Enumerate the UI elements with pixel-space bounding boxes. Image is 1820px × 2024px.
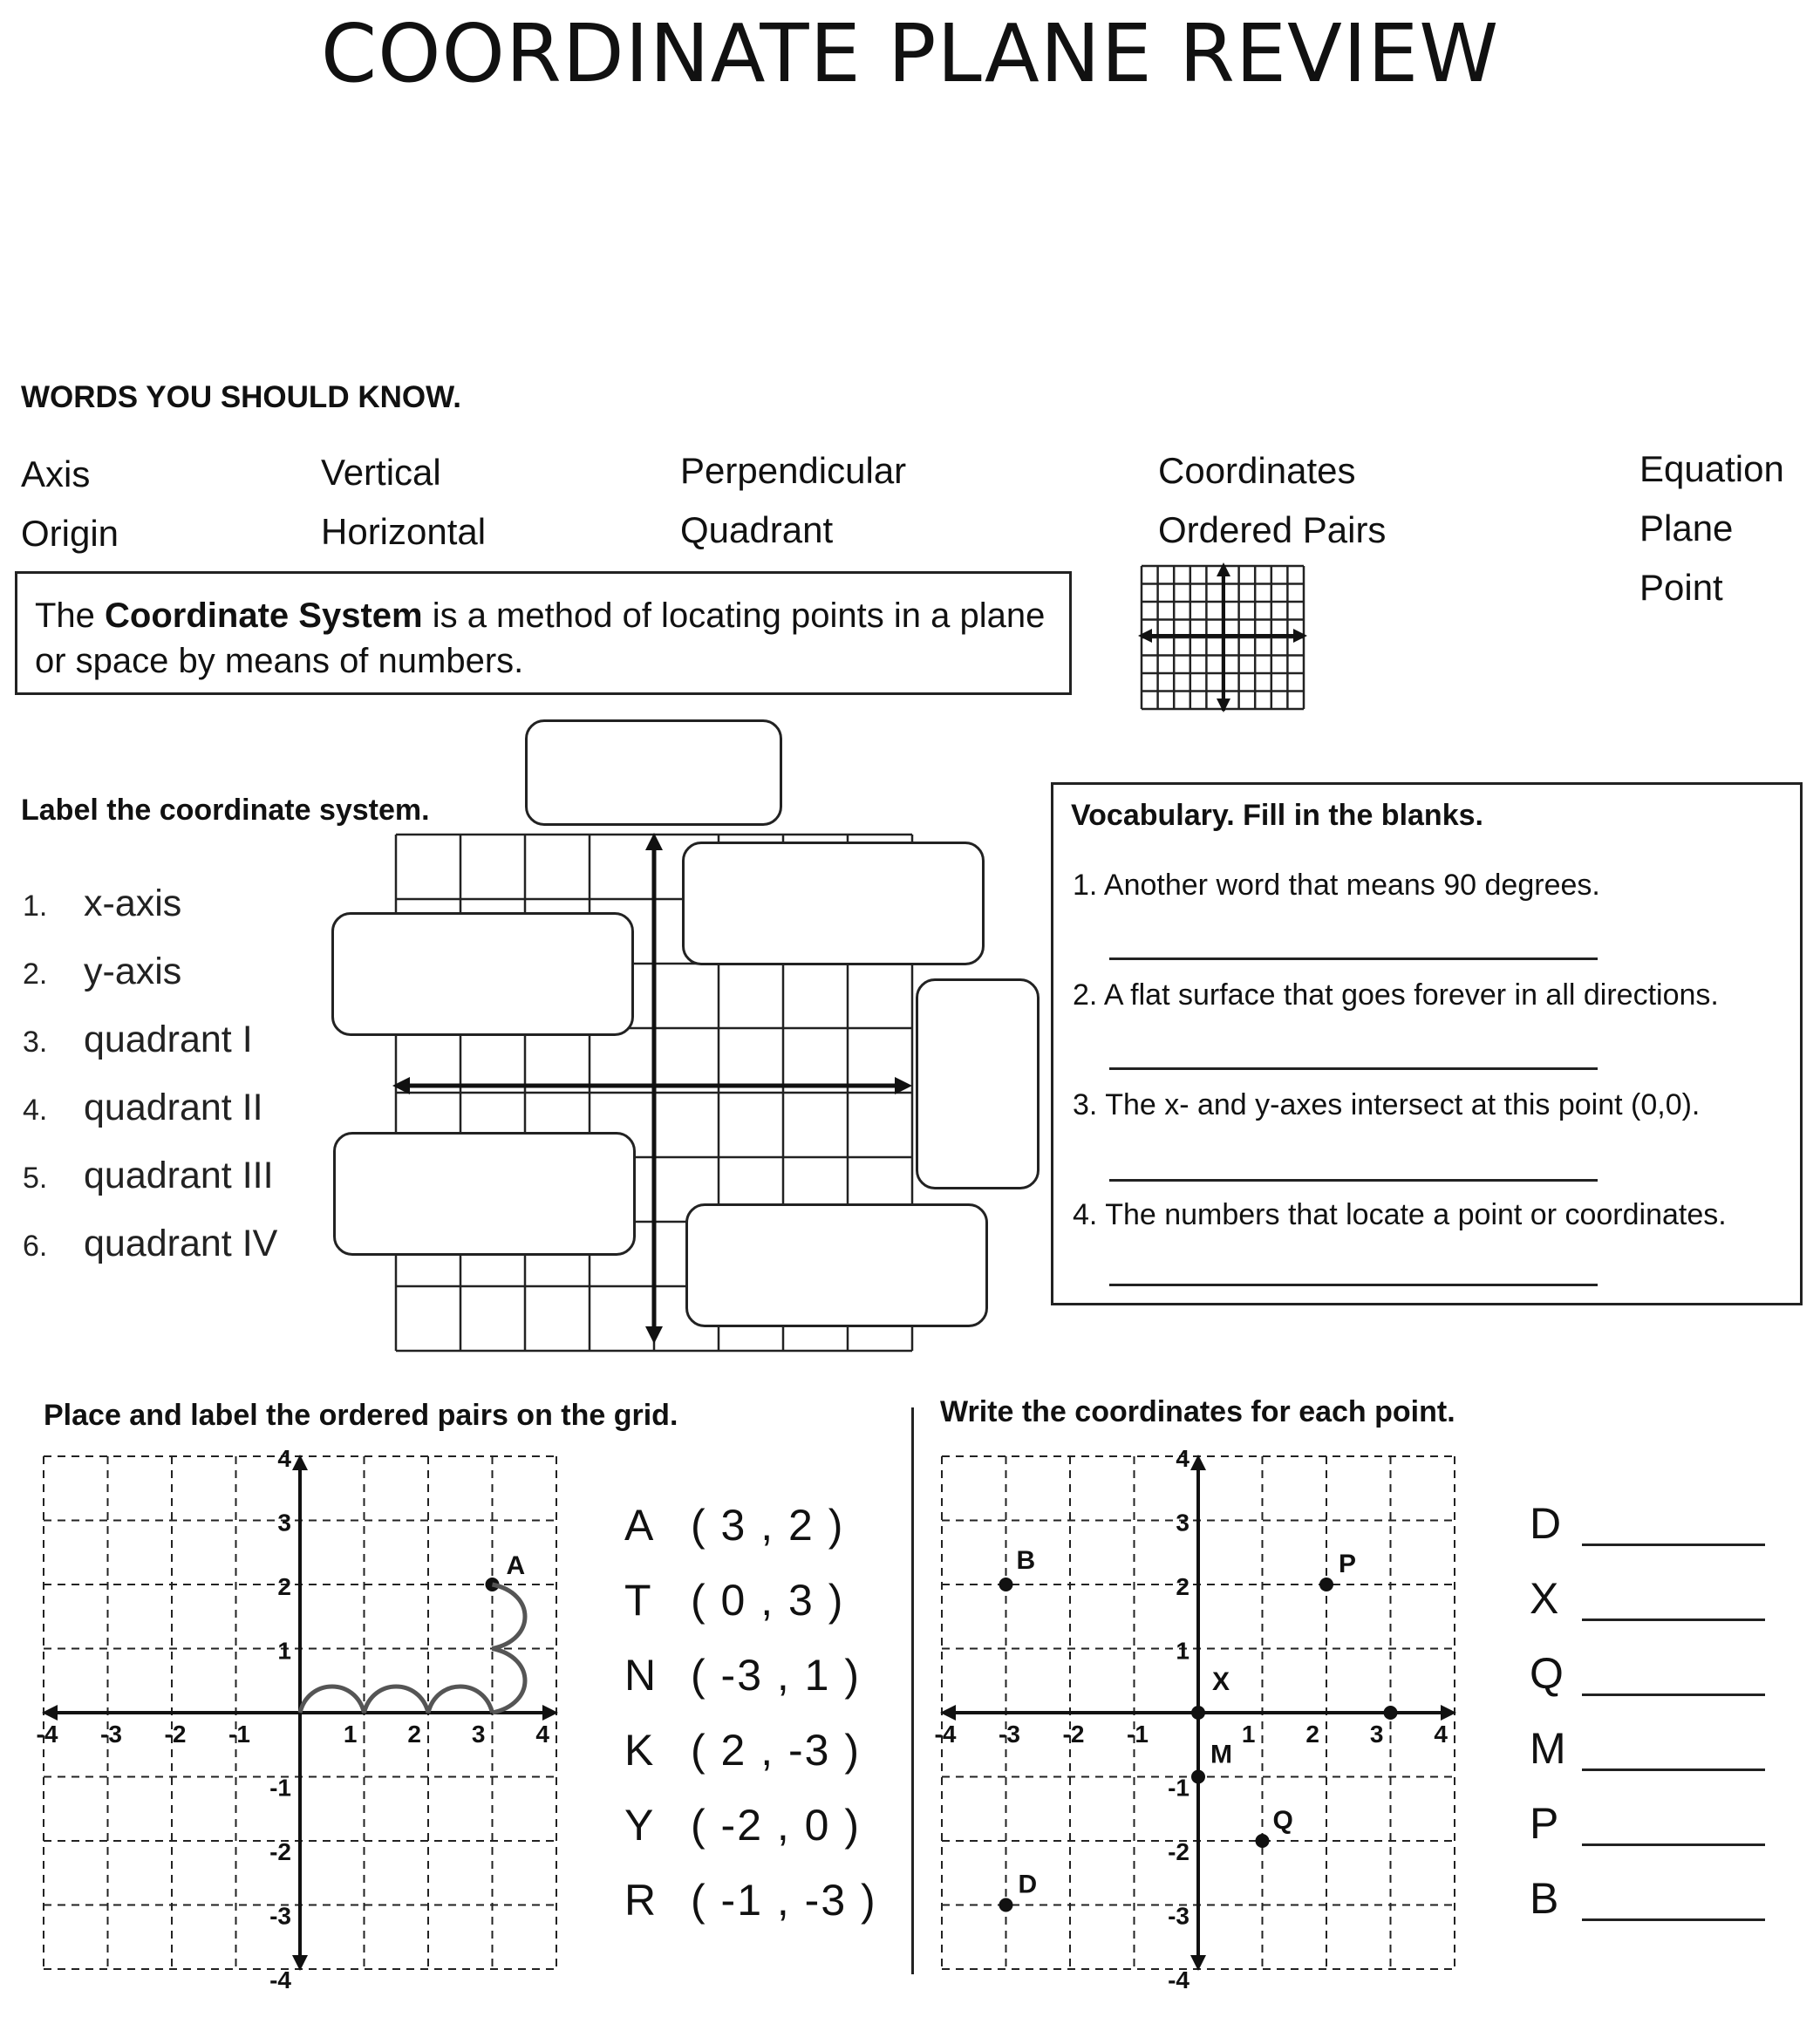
pair-row (624, 1575, 844, 1625)
y-tick-label: 4 (277, 1445, 291, 1472)
word-perpendicular: Perpendicular (680, 450, 907, 491)
point-marker (999, 1578, 1013, 1591)
y-tick-label: -4 (269, 1966, 291, 1993)
x-tick-label: -2 (164, 1721, 187, 1748)
x-tick-label: -4 (934, 1721, 957, 1748)
vocab-blank-4[interactable] (1109, 1284, 1598, 1286)
answer-label: B (1530, 1874, 1559, 1923)
point-label: M (1210, 1740, 1232, 1769)
x-tick-label: -3 (100, 1721, 122, 1748)
answer-row (1530, 1798, 1558, 1849)
x-tick-label: 3 (1369, 1721, 1384, 1748)
write-grid-chart (916, 1439, 1474, 1993)
point-marker (999, 1898, 1013, 1912)
x-tick-label: 4 (1434, 1721, 1448, 1748)
drawn-step-arcs (300, 1687, 493, 1713)
vocab-blank-2[interactable] (1109, 1067, 1598, 1070)
pair-row (624, 1875, 877, 1925)
label-num: 1. (23, 889, 48, 923)
place-heading: Place and label the ordered pairs on the grid. (44, 1399, 678, 1432)
word-equation: Equation (1639, 448, 1784, 489)
x-axis-arrow-right (542, 1705, 558, 1721)
word-origin: Origin (21, 513, 119, 554)
y-tick-label: -3 (269, 1902, 291, 1930)
vocab-question-2: 2. A flat surface that goes forever in all directions. (1073, 978, 1719, 1012)
y-tick-label: -4 (1168, 1966, 1189, 1993)
label-box-quadrant-iv[interactable] (685, 1203, 988, 1327)
label-box-top[interactable] (525, 719, 782, 826)
answer-blank[interactable] (1582, 1918, 1765, 1921)
pair-label: K (624, 1726, 656, 1775)
y-tick-label: 3 (277, 1509, 291, 1537)
label-num: 4. (23, 1094, 48, 1127)
x-tick-label: -3 (999, 1721, 1020, 1748)
pair-coords: ( -3 , 1 ) (691, 1651, 862, 1700)
answer-row (1530, 1873, 1558, 1924)
x-tick-label: -1 (1127, 1721, 1149, 1748)
label-box-quadrant-iii[interactable] (333, 1132, 636, 1256)
label-item-2 (23, 951, 181, 993)
words-heading: WORDS YOU SHOULD KNOW. (21, 380, 461, 414)
pair-row (624, 1800, 861, 1850)
pair-coords: ( -2 , 0 ) (691, 1801, 862, 1850)
y-tick-label: -2 (1168, 1838, 1189, 1865)
definition-term: Coordinate System (105, 596, 423, 635)
point-marker (1384, 1706, 1398, 1720)
pair-row (624, 1500, 844, 1550)
point-label: B (1016, 1546, 1036, 1575)
point-marker (1256, 1834, 1270, 1848)
pair-label: R (624, 1876, 658, 1925)
point-label: Q (1272, 1806, 1293, 1835)
answer-blank[interactable] (1582, 1619, 1765, 1621)
write-heading: Write the coordinates for each point. (940, 1395, 1455, 1428)
y-tick-label: -3 (1168, 1902, 1189, 1930)
label-text: quadrant I (84, 1019, 253, 1060)
y-tick-label: 2 (277, 1573, 291, 1600)
vocabulary-box (1051, 782, 1803, 1305)
label-text: quadrant IV (84, 1223, 278, 1264)
label-item-6 (23, 1223, 277, 1265)
definition-box (15, 571, 1072, 695)
answer-label: X (1530, 1574, 1559, 1623)
x-tick-label: 4 (535, 1721, 549, 1748)
y-axis-arrow-down (1190, 1955, 1206, 1971)
x-tick-label: -4 (36, 1721, 58, 1748)
y-axis-arrow-up (1190, 1455, 1206, 1470)
y-tick-label: 3 (1176, 1509, 1189, 1537)
label-box-quadrant-ii[interactable] (331, 912, 634, 1036)
answer-blank[interactable] (1582, 1768, 1765, 1771)
y-tick-label: -1 (1168, 1774, 1189, 1802)
point-label: X (1212, 1667, 1230, 1696)
label-text: quadrant III (84, 1155, 274, 1196)
label-heading: Label the coordinate system. (21, 794, 430, 827)
word-point: Point (1639, 567, 1723, 608)
vocab-heading: Vocabulary. Fill in the blanks. (1071, 799, 1483, 832)
pair-coords: ( 2 , -3 ) (691, 1726, 862, 1775)
pair-label: A (624, 1501, 656, 1550)
point-label: P (1339, 1550, 1357, 1578)
label-num: 6. (23, 1230, 48, 1263)
label-item-4 (23, 1087, 263, 1129)
pair-coords: ( -1 , -3 ) (691, 1876, 877, 1925)
y-tick-label: -2 (269, 1838, 291, 1865)
answer-blank[interactable] (1582, 1843, 1765, 1846)
x-tick-label: 2 (1305, 1721, 1319, 1748)
pair-label: N (624, 1651, 658, 1700)
point-marker (1191, 1770, 1205, 1784)
pair-label: Y (624, 1801, 656, 1850)
answer-label: Q (1530, 1649, 1564, 1698)
answer-label: P (1530, 1799, 1559, 1848)
y-tick-label: 2 (1176, 1573, 1189, 1600)
pair-coords: ( 0 , 3 ) (691, 1576, 845, 1625)
vocab-question-1: 1. Another word that means 90 degrees. (1073, 869, 1600, 902)
definition-prefix: The (35, 596, 106, 635)
vocab-blank-3[interactable] (1109, 1179, 1598, 1182)
vocab-blank-1[interactable] (1109, 957, 1598, 960)
label-item-3 (23, 1019, 253, 1061)
x-tick-label: 1 (343, 1721, 358, 1748)
x-axis-arrow-left (42, 1705, 58, 1721)
point-marker (1319, 1578, 1333, 1591)
word-vertical: Vertical (321, 452, 441, 493)
point-marker (1191, 1706, 1205, 1720)
label-item-1 (23, 883, 181, 925)
label-num: 5. (23, 1162, 48, 1195)
label-item-5 (23, 1155, 274, 1197)
word-plane: Plane (1639, 508, 1734, 549)
answer-row (1530, 1573, 1558, 1624)
y-tick-label: 1 (277, 1637, 291, 1665)
word-coordinates: Coordinates (1158, 450, 1356, 491)
y-tick-label: -1 (269, 1774, 291, 1802)
vocab-question-3: 3. The x- and y-axes intersect at this point (0,0). (1073, 1088, 1701, 1121)
label-num: 3. (23, 1026, 48, 1059)
x-tick-label: -1 (228, 1721, 250, 1748)
answer-row (1530, 1498, 1561, 1549)
label-text: quadrant II (84, 1087, 263, 1128)
y-axis-arrow-up (292, 1455, 308, 1470)
word-ordered-pairs: Ordered Pairs (1158, 509, 1387, 550)
pair-coords: ( 3 , 2 ) (691, 1501, 845, 1550)
answer-row (1530, 1723, 1566, 1774)
y-tick-label: 4 (1176, 1445, 1189, 1472)
answer-row (1530, 1648, 1564, 1699)
section-divider (911, 1407, 914, 1974)
label-text: y-axis (84, 951, 182, 992)
point-label: D (1018, 1870, 1038, 1899)
x-axis-arrow-left (940, 1705, 956, 1721)
answer-label: M (1530, 1724, 1566, 1773)
label-num: 2. (23, 957, 48, 991)
label-box-quadrant-i[interactable] (682, 842, 985, 965)
point-label: A (506, 1551, 526, 1580)
answer-blank[interactable] (1582, 1544, 1765, 1546)
x-tick-label: -2 (1062, 1721, 1085, 1748)
answer-label: D (1530, 1499, 1562, 1548)
small-grid-icon (1138, 562, 1312, 715)
page-title: COORDINATE PLANE REVIEW (320, 7, 1500, 100)
word-axis: Axis (21, 453, 91, 494)
vocab-question-4: 4. The numbers that locate a point or coordinates. (1073, 1198, 1727, 1231)
label-text: x-axis (84, 883, 182, 924)
place-grid-chart[interactable] (17, 1439, 576, 1993)
answer-blank[interactable] (1582, 1693, 1765, 1696)
word-horizontal: Horizontal (321, 511, 487, 552)
y-tick-label: 1 (1176, 1637, 1189, 1665)
word-quadrant: Quadrant (680, 509, 834, 550)
definition-text: is a method of locating points in a plane or space by means of numbers. (35, 596, 1046, 680)
pair-row (624, 1725, 861, 1775)
label-box-right[interactable] (916, 978, 1040, 1189)
pair-row (624, 1650, 861, 1700)
x-tick-label: 2 (407, 1721, 421, 1748)
pair-label: T (624, 1576, 653, 1625)
x-tick-label: 1 (1241, 1721, 1256, 1748)
x-tick-label: 3 (471, 1721, 486, 1748)
y-axis-arrow-down (292, 1955, 308, 1971)
x-axis-arrow-right (1441, 1705, 1456, 1721)
